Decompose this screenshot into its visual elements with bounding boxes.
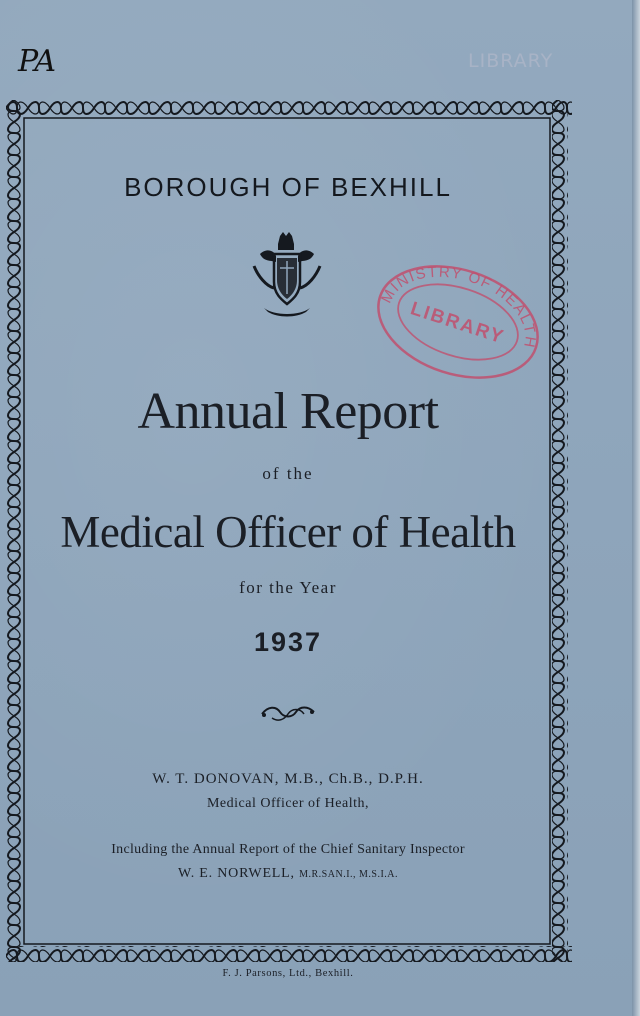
inspector-line [0,866,576,882]
borough-heading: BOROUGH OF BEXHILL [124,172,452,202]
title-connector: of the [262,464,314,483]
stamp-top-text: MINISTRY OF HEALTH [377,263,539,351]
author-role: Medical Officer of Health, [206,796,369,811]
stamp-center-text: LIBRARY [407,298,508,349]
library-stamp: LIBRARY [468,50,554,72]
svg-text:MINISTRY OF HEALTH [377,258,546,352]
borough-coat-of-arms-icon [250,232,324,320]
including-line: Including the Annual Report of the Chief Sanitary Inspector [111,842,465,857]
report-title: Annual Report [137,383,439,440]
report-subtitle: Medical Officer of Health [60,507,516,557]
page-edge [632,0,640,1016]
period-connector: for the Year [239,578,337,597]
handwritten-mark: PA [18,44,56,79]
report-year: 1937 [253,627,323,657]
ministry-library-stamp [370,258,546,386]
author-line: W. T. DONOVAN, M.B., Ch.B., D.P.H. [152,771,424,787]
inspector-name: W. E. NORWELL, [177,866,295,881]
scroll-ornament-icon [258,702,318,724]
printer-imprint: F. J. Parsons, Ltd., Bexhill. [222,968,354,979]
inspector-qualifications: M.R.SAN.I., M.S.I.A. [299,869,399,880]
